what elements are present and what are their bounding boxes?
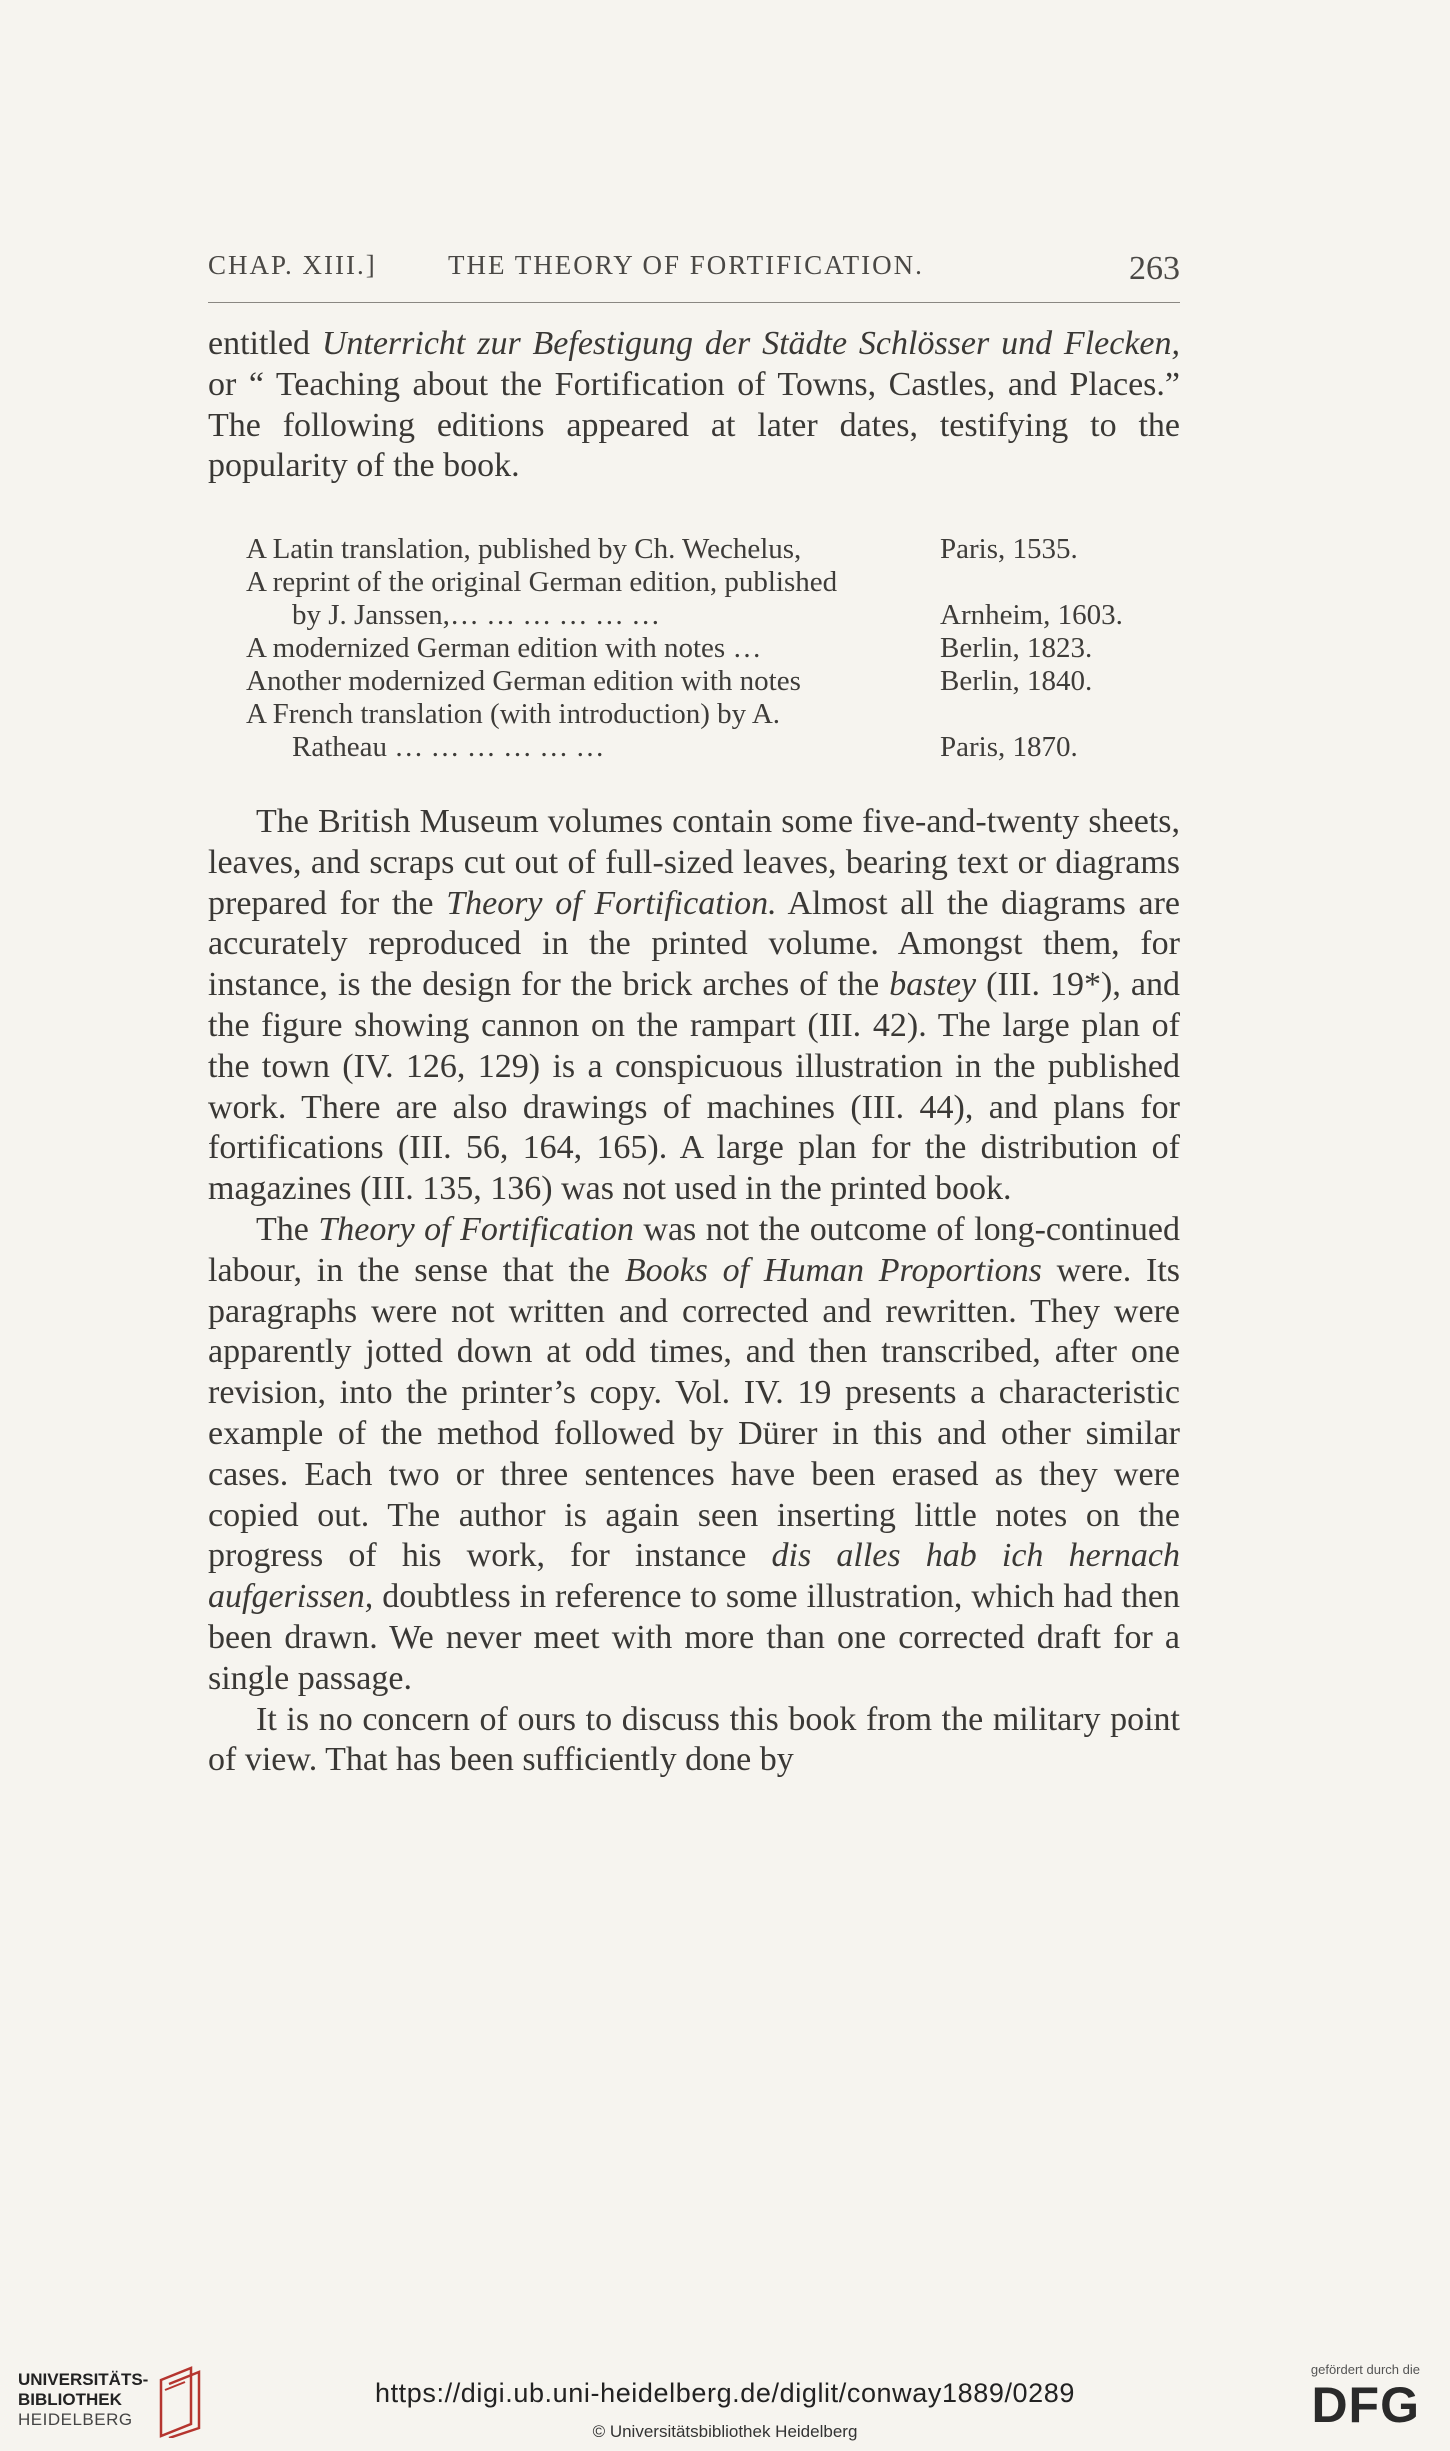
edition-description: A Latin translation, published by Ch. Wechelus, <box>246 533 802 565</box>
edition-place: Paris, 1870. <box>940 731 1078 763</box>
intro-paragraph <box>208 324 1180 487</box>
italic-run: bastey <box>889 966 977 1004</box>
text-run: doubtless in reference to some illustration, which had then been drawn. We never meet with more than one corrected draft for a single passage. <box>208 1578 1180 1697</box>
running-title: THE THEORY OF FORTIFICATION. <box>448 250 924 280</box>
edition-row <box>246 599 1146 632</box>
paragraph-military <box>208 1700 1180 1782</box>
text-run: The British Museum volumes contain some five-and-twenty sheets, leaves, and scraps cut out of full-sized leaves, bearing text or diagrams prepared for the <box>208 803 1180 922</box>
edition-row <box>246 731 1146 764</box>
edition-description: A French translation (with introduction) by A. <box>246 698 781 730</box>
funder-caption: gefördert durch die <box>1310 2362 1420 2377</box>
dfg-logo-icon: DFG <box>1311 2377 1420 2433</box>
paragraph-theory <box>208 1210 1180 1700</box>
editions-list <box>246 533 1146 764</box>
text-run: was not the outcome of long-continued labour, in the sense that the <box>208 1210 1180 1289</box>
library-name-line3: HEIDELBERG <box>18 2410 133 2429</box>
edition-description: A reprint of the original German edition, published <box>246 566 838 598</box>
text-run: were. Its paragraphs were not written and corrected and rewritten. They were apparently jotted down at odd times, and then transcribed, after one revision, into the printer’s copy. Vol. IV. 19 presents a characteristic example of the method followed by Dürer in this and other similar cases. Each two or three sentences have been erased as they were copied out. The author is again seen inserting little notes on the progress of his work, for instance <box>208 1251 1180 1575</box>
edition-description: by J. Janssen,… … … … … … <box>292 599 661 631</box>
edition-row <box>246 632 1146 665</box>
intro-text-b: or “ Teaching about the Fortification of Towns, Castles, and Places.” The following editions appeared at later dates, testifying to the popularity of the book. <box>208 365 1180 485</box>
edition-row <box>246 566 1146 599</box>
edition-place: Paris, 1535. <box>940 533 1078 565</box>
italic-run: dis alles hab ich hernach aufgerissen, <box>208 1537 1181 1616</box>
edition-description: Ratheau … … … … … … <box>292 731 605 763</box>
intro-text-a: entitled <box>208 325 322 362</box>
copyright-notice: © Universitätsbibliothek Heidelberg <box>592 2422 858 2441</box>
edition-place: Berlin, 1840. <box>940 665 1093 697</box>
edition-description: Another modernized German edition with notes <box>246 665 801 697</box>
permalink-url[interactable]: https://digi.ub.uni-heidelberg.de/diglit/conway1889/0289 <box>374 2378 1076 2408</box>
library-name-line1: UNIVERSITÄTS- <box>18 2370 149 2389</box>
italic-run: Theory of Fortification <box>318 1210 634 1248</box>
header-rule <box>208 302 1180 303</box>
intro-title-italic: Unterricht zur Befestigung der Städte Schlösser und Flecken, <box>321 325 1181 362</box>
page-number: 263 <box>1129 250 1180 287</box>
paragraph-british-museum <box>208 802 1180 1210</box>
edition-place: Arnheim, 1603. <box>940 599 1123 631</box>
funder-logo <box>1290 2362 1420 2442</box>
text-run: Almost all the diagrams are accurately reproduced in the printed volume. Amongst them, for instance, is the design for the brick arches of the <box>208 884 1180 1004</box>
running-head <box>208 250 1180 290</box>
text-run: The <box>256 1210 319 1248</box>
edition-row <box>246 533 1146 566</box>
chapter-label: CHAP. XIII.] <box>208 250 377 280</box>
italic-run: Theory of Fortification. <box>446 884 777 922</box>
digitization-footer <box>0 2340 1450 2451</box>
text-run: It is no concern of ours to discuss this book from the military point of view. That has been sufficiently done by <box>208 1700 1180 1779</box>
edition-description: A modernized German edition with notes … <box>246 632 762 664</box>
text-run: (III. 19*), and the figure showing cannon on the rampart (III. 42). The large plan of the town (IV. 126, 129) is a conspicuous illustration in the published work. There are also drawings of machines (III. 44), and plans for fortifications (III. 56, 164, 165). A large plan for the distribution of magazines (III. 135, 136) was not used in the printed book. <box>208 966 1181 1208</box>
library-name-line2: BIBLIOTHEK <box>18 2390 122 2409</box>
edition-place: Berlin, 1823. <box>940 632 1093 664</box>
italic-run: Books of Human Proportions <box>624 1251 1042 1289</box>
edition-row <box>246 665 1146 698</box>
main-text <box>208 802 1180 1781</box>
edition-row <box>246 698 1146 731</box>
